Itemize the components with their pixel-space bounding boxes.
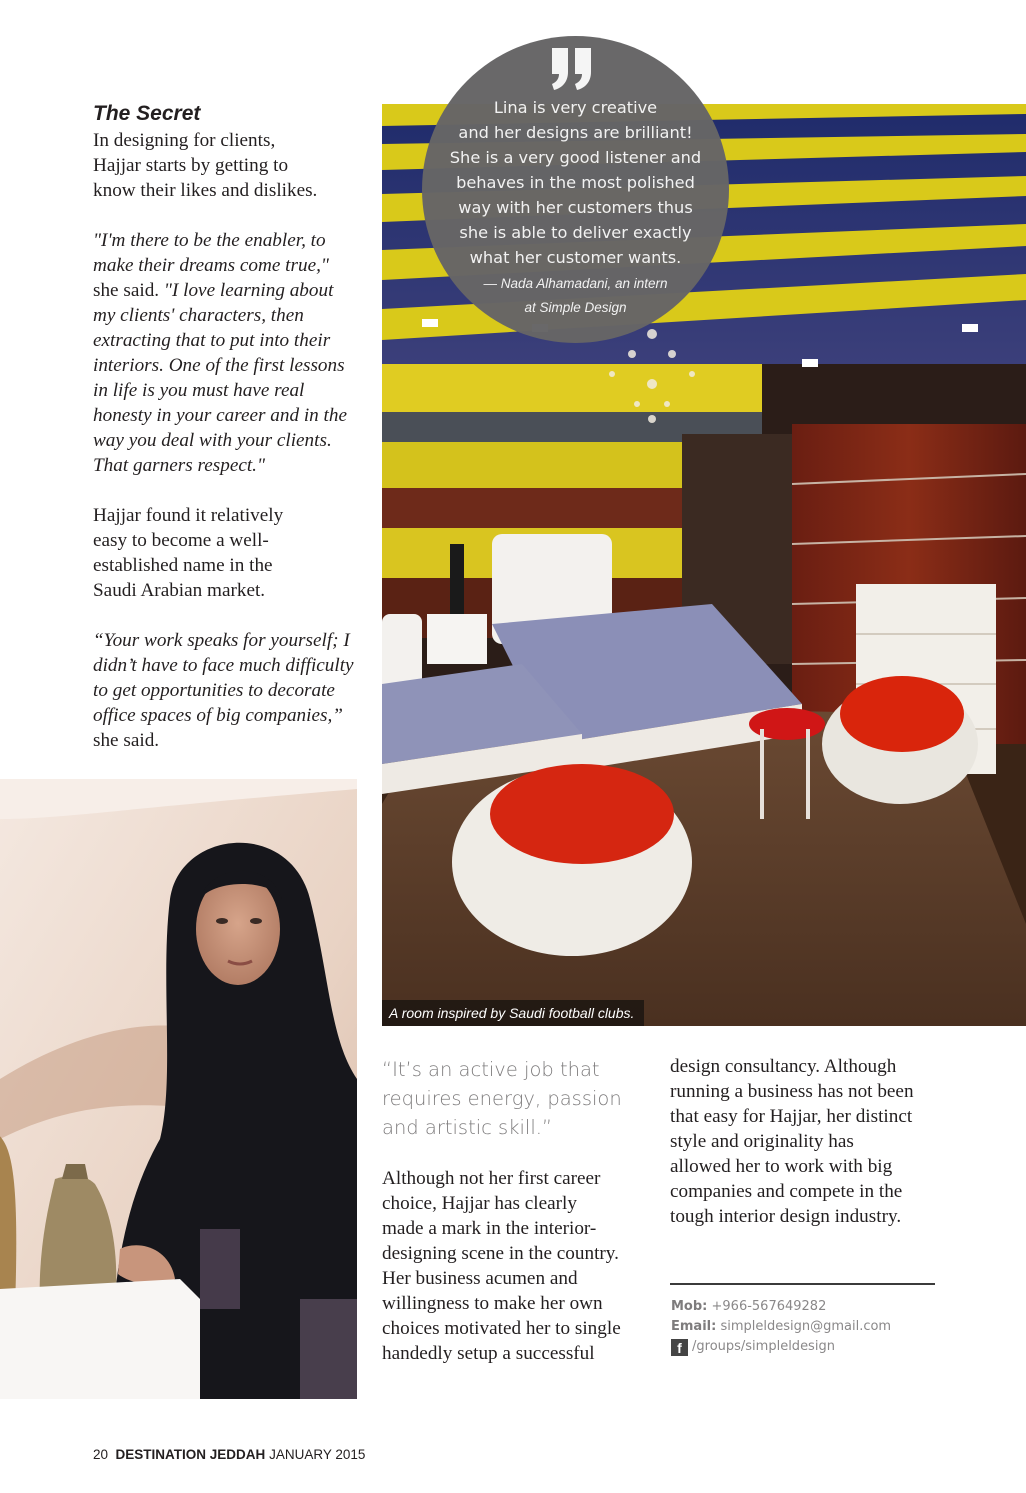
issue-date: JANUARY 2015 [269,1447,366,1462]
quotation-mark-icon [550,46,594,92]
publication-name: DESTINATION JEDDAH [115,1447,266,1462]
contact-email[interactable]: Email: simpleldesign@gmail.com [671,1319,892,1334]
photo-caption: A room inspired by Saudi football clubs. [389,1005,635,1021]
portrait-illustration [0,779,357,1399]
closing-quote-paragraph: “Your work speaks for yourself; I didn’t have to face much difficulty to get opportunities to decorate office spaces of big companies,” she said. [93,630,354,751]
contact-divider [670,1283,935,1285]
quote-paragraph: "I'm there to be the enabler, to make their dreams come true," she said. "I love learning about my clients' characters, then extracting that to put into their interiors. One of the first lessons in life is you must have real honesty in your career and in the way you deal with your clients. That garners respect." [93,230,347,476]
contact-mobile: Mob: +966-567649282 [671,1299,827,1314]
section-heading: The Secret [93,102,201,125]
page-footer [93,1447,365,1462]
testimonial-attribution: — Nada Alhamadani, an intern at Simple Design [483,276,668,315]
portrait-photo [0,779,357,1399]
contact-facebook[interactable]: f /groups/simpleldesign [671,1337,951,1357]
left-column [93,100,358,778]
contact-info [671,1297,951,1357]
body-text-right: design consultancy. Although running a business has not been that easy for Hajjar, her distinct style and originality has allowed her to work with big companies and compete in the tough interior design industry. [670,1056,914,1227]
testimonial-text: Lina is very creative and her designs are brilliant! She is a very good listener and behaves in the most polished way with her customers thus she is able to deliver exactly what her customer wants. [449,98,702,267]
market-paragraph: Hajjar found it relatively easy to become a well- established name in the Saudi Arabian market. [93,505,284,601]
pull-quote: “It’s an active job that requires energy, passion and artistic skill.” [382,1058,622,1139]
facebook-icon: f [671,1339,688,1356]
body-text-middle: Although not her first career choice, Hajjar has clearly made a mark in the interior- designing scene in the country. Her business acumen and willingness to make her own choices motivated her to single handedly setup a successful [382,1168,621,1364]
page-number: 20 [93,1447,109,1462]
intro-paragraph: In designing for clients, Hajjar starts by getting to know their likes and dislikes. [93,130,318,201]
